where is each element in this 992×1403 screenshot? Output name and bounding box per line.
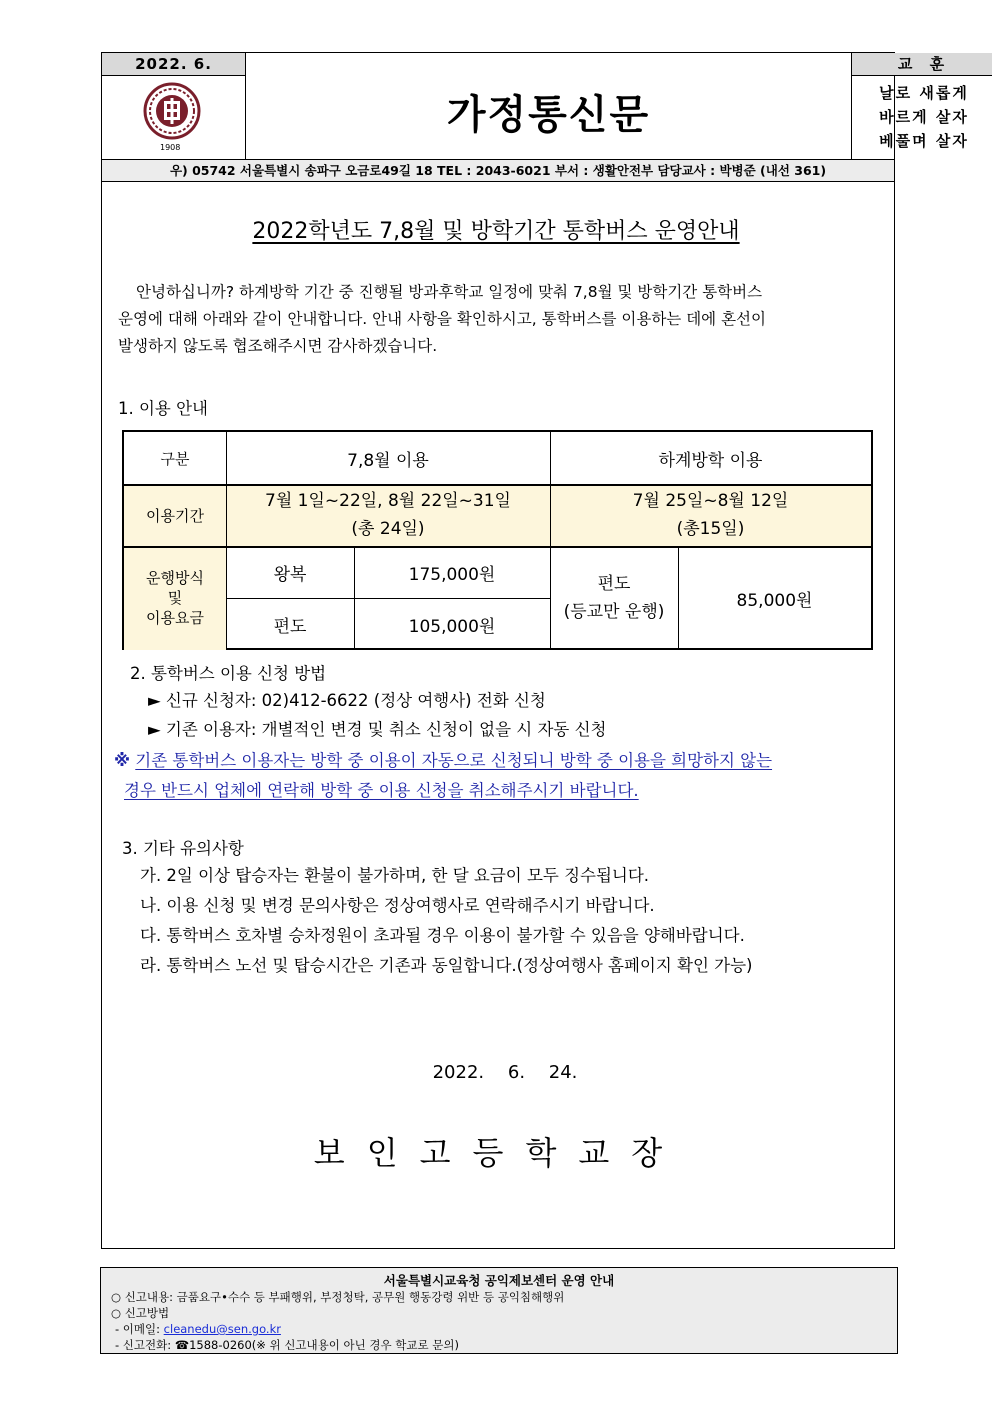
intro-line: 운영에 대해 아래와 같이 안내합니다. 안내 사항을 확인하시고, 통학버스를 이용하는 데에 혼선이 xyxy=(118,310,767,328)
info-line: ○ 신고내용: 금품요구•수수 등 부패행위, 부정청탁, 공무원 행동강령 위반 등 공익침해행위 xyxy=(111,1290,565,1304)
summer-mode-line: (등교만 운행) xyxy=(563,602,665,622)
list-item: 나. 이용 신청 및 변경 문의사항은 정상여행사로 연락해주시기 바랍니다. xyxy=(140,896,655,915)
notice-line: 기존 통학버스 이용자는 방학 중 이용이 자동으로 신청되니 방학 중 이용을 희망하지 않는 xyxy=(135,751,773,770)
automatic-renewal-notice xyxy=(114,746,894,806)
list-item: 다. 통학버스 호차별 승차정원이 초과될 경우 이용이 불가할 수 있음을 양해바랍니다. xyxy=(140,926,745,945)
principal-signature: 보인고등학교장 xyxy=(313,1134,685,1172)
roundtrip-fee: 175,000원 xyxy=(408,564,496,585)
summer-fee: 85,000원 xyxy=(736,590,813,611)
intro-line: 발생하지 않도록 협조해주시면 감사하겠습니다. xyxy=(118,337,438,355)
emblem-year: 1908 xyxy=(160,143,181,152)
title-cell xyxy=(245,53,852,160)
period-summer-dates: 7월 25일~8월 12일 xyxy=(632,491,789,511)
notice-mark: ※ xyxy=(114,751,131,770)
document-title: 2022학년도 7,8월 및 방학기간 통학버스 운영안내 xyxy=(252,219,740,244)
info-box-title: 서울특별시교육청 공익제보센터 운영 안내 xyxy=(383,1273,615,1288)
period-summer-total: (총15일) xyxy=(676,519,745,539)
list-item: 라. 통학버스 노선 및 탑승시간은 기존과 동일합니다.(정상여행사 홈페이지 확인 가능) xyxy=(140,956,753,975)
school-motto xyxy=(852,81,992,153)
section-1-heading: 1. 이용 안내 xyxy=(118,399,208,418)
notice-line: 경우 반드시 업체에 연락해 방학 중 이용 신청을 취소해주시기 바랍니다. xyxy=(124,781,639,800)
info-line: ○ 신고방법 xyxy=(111,1306,170,1320)
table-rule xyxy=(226,432,227,650)
fee-label-line: 및 xyxy=(167,589,183,607)
school-emblem-icon xyxy=(142,81,202,145)
section-3-heading: 3. 기타 유의사항 xyxy=(122,839,244,858)
period-julaug xyxy=(226,484,550,546)
header-summer: 하계방학 이용 xyxy=(658,450,763,471)
motto-line: 날로 새롭게 xyxy=(879,84,969,102)
summer-mode xyxy=(550,546,678,650)
whistleblower-info-box xyxy=(100,1267,898,1354)
issue-date: 2022. 6. 24. xyxy=(432,1062,578,1083)
period-julaug-dates: 7월 1일~22일, 8월 22일~31일 xyxy=(265,491,511,511)
row-fee-label xyxy=(124,546,226,650)
table-rule xyxy=(124,546,871,548)
table-rule xyxy=(678,546,679,650)
school-address-bar: 우) 05742 서울특별시 송파구 오금로49길 18 TEL : 2043-6021 부서 : 생활안전부 담당교사 : 박병준 (내선 361) xyxy=(101,159,895,182)
email-link[interactable]: cleanedu@sen.go.kr xyxy=(163,1322,281,1336)
period-summer xyxy=(550,484,871,546)
row-period-label: 이용기간 xyxy=(146,506,204,525)
list-item: 가. 2일 이상 탑승자는 환불이 불가하며, 한 달 요금이 모두 징수됩니다. xyxy=(140,866,650,885)
motto-heading: 교 훈 xyxy=(852,53,992,76)
oneway-fee: 105,000원 xyxy=(408,616,496,637)
motto-line: 바르게 살자 xyxy=(879,108,969,126)
list-item: ► 기존 이용자: 개별적인 변경 및 취소 신청이 없을 시 자동 신청 xyxy=(148,720,607,739)
roundtrip-label: 왕복 xyxy=(273,564,307,585)
list-item: ► 신규 신청자: 02)412-6622 (정상 여행사) 전화 신청 xyxy=(148,691,546,710)
section-3-list xyxy=(140,861,753,981)
info-email-line xyxy=(115,1321,281,1337)
table-rule xyxy=(354,546,355,650)
header-category: 구분 xyxy=(160,449,190,468)
page-title: 가정통신문 xyxy=(446,92,651,138)
fee-label-line: 이용요금 xyxy=(146,609,204,627)
fee-label-line: 운행방식 xyxy=(146,569,204,587)
period-julaug-total: (총 24일) xyxy=(351,519,425,539)
issue-month: 2022. 6. xyxy=(102,53,246,76)
usage-table xyxy=(122,430,873,650)
table-rule xyxy=(550,432,551,650)
section-2-heading: 2. 통학버스 이용 신청 방법 xyxy=(130,664,327,683)
info-phone-line: - 신고전화: ☎1588-0260(※ 위 신고내용이 아닌 경우 학교로 문의) xyxy=(115,1338,459,1352)
table-rule xyxy=(124,484,871,486)
table-rule xyxy=(226,598,550,599)
summer-mode-line: 편도 xyxy=(597,574,631,594)
header-julaug: 7,8월 이용 xyxy=(347,450,429,471)
oneway-label: 편도 xyxy=(273,616,307,637)
email-label: - 이메일: xyxy=(115,1322,164,1336)
intro-line: 안녕하십니까? 하계방학 기간 중 진행될 방과후학교 일정에 맞춰 7,8월 및 방학기간 통학버스 xyxy=(136,283,763,301)
motto-line: 베풀며 살자 xyxy=(879,132,969,150)
intro-paragraph xyxy=(118,279,876,360)
section-2-list xyxy=(148,686,606,744)
